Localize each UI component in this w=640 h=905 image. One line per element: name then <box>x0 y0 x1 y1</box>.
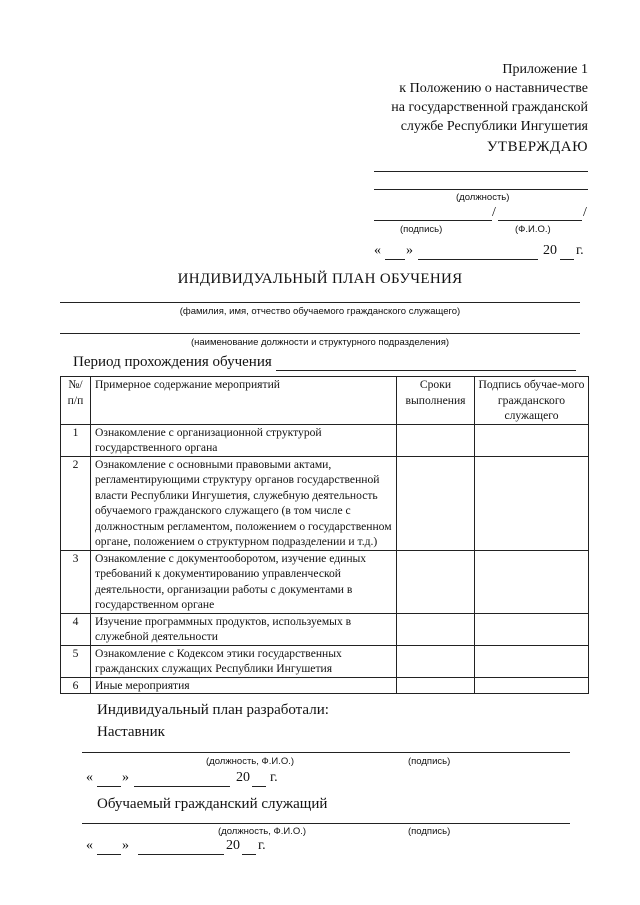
row-content: Ознакомление с основными правовыми актами, регламентирующими структуру органов государственной власти Республики Ингушетия, служебную деятельность обучаемого гражданского служащего (в том числе с должностным регламентом, положением о государственном органе, положением о структурном подразделении и т.д.) <box>91 456 397 550</box>
trainee-year-suffix: г. <box>258 838 266 853</box>
mentor-year: 20 <box>236 770 250 785</box>
row-terms <box>397 456 475 550</box>
row-terms <box>397 677 475 694</box>
approval-title: УТВЕРЖДАЮ <box>486 139 588 155</box>
trainee-label: Обучаемый гражданский служащий <box>97 796 328 812</box>
row-signature <box>475 456 589 550</box>
trainee-name-line <box>60 302 580 303</box>
header-signature: Подпись обучае-мого гражданского служащего <box>475 377 589 425</box>
position-caption: (наименование должности и структурного подразделения) <box>190 337 450 348</box>
approval-day-line <box>385 259 405 260</box>
mentor-quote-close: » <box>122 770 129 785</box>
approval-year: 20 <box>543 243 557 258</box>
mentor-month-line <box>134 786 230 787</box>
row-signature <box>475 677 589 694</box>
approval-fio-caption: (Ф.И.О.) <box>515 224 551 235</box>
row-content: Изучение программных продуктов, используемых в служебной деятельности <box>91 613 397 645</box>
row-terms <box>397 424 475 456</box>
position-line <box>60 333 580 334</box>
trainee-name-caption: (фамилия, имя, отчество обучаемого гражданского служащего) <box>179 306 461 317</box>
row-signature <box>475 645 589 677</box>
row-num: 1 <box>61 424 91 456</box>
period-line <box>276 370 576 371</box>
mentor-line <box>82 752 570 753</box>
mentor-year-line <box>252 786 266 787</box>
table-header-row <box>61 377 589 425</box>
appendix-header <box>288 60 588 136</box>
trainee-month-line <box>138 854 224 855</box>
row-signature <box>475 550 589 613</box>
approval-signature-line <box>374 220 492 221</box>
table-row <box>61 677 589 694</box>
approval-blank-line <box>374 171 588 172</box>
mentor-day-line <box>97 786 121 787</box>
plan-table <box>60 376 589 694</box>
approval-quote-open: « <box>374 243 381 258</box>
table-row <box>61 456 589 550</box>
trainee-quote-close: » <box>122 838 129 853</box>
table-row <box>61 645 589 677</box>
row-content: Ознакомление с документооборотом, изучение единых требований к документированию управленческой деятельности, организации работы с документами в государственном органе <box>91 550 397 613</box>
row-content: Ознакомление с Кодексом этики государственных гражданских служащих Республики Ингушетия <box>91 645 397 677</box>
header-content: Примерное содержание мероприятий <box>91 377 397 425</box>
row-num: 4 <box>61 613 91 645</box>
row-terms <box>397 613 475 645</box>
trainee-quote-open: « <box>86 838 93 853</box>
row-num: 3 <box>61 550 91 613</box>
appendix-line: к Положению о наставничестве <box>399 81 588 96</box>
trainee-day-line <box>97 854 121 855</box>
mentor-quote-open: « <box>86 770 93 785</box>
row-terms <box>397 645 475 677</box>
approval-position-line <box>374 189 588 190</box>
approval-position-caption: (должность) <box>456 192 510 203</box>
mentor-label: Наставник <box>97 724 165 740</box>
table-row <box>61 550 589 613</box>
row-num: 5 <box>61 645 91 677</box>
document-title: ИНДИВИДУАЛЬНЫЙ ПЛАН ОБУЧЕНИЯ <box>177 271 463 287</box>
row-signature <box>475 424 589 456</box>
trainee-line <box>82 823 570 824</box>
appendix-line: Приложение 1 <box>502 62 588 77</box>
appendix-line: на государственной гражданской <box>391 100 588 115</box>
row-content: Ознакомление с организационной структурой государственного органа <box>91 424 397 456</box>
appendix-line: службе Республики Ингушетия <box>400 119 588 134</box>
trainee-signature-caption: (подпись) <box>408 826 451 837</box>
row-signature <box>475 613 589 645</box>
trainee-position-caption: (должность, Ф.И.О.) <box>218 826 307 837</box>
row-num: 6 <box>61 677 91 694</box>
row-num: 2 <box>61 456 91 550</box>
approval-signature-caption: (подпись) <box>400 224 443 235</box>
approval-slash: / <box>583 205 587 220</box>
approval-fio-line <box>498 220 582 221</box>
approval-month-line <box>418 259 538 260</box>
header-terms: Сроки выполнения <box>397 377 475 425</box>
approval-quote-close: » <box>406 243 413 258</box>
row-content: Иные мероприятия <box>91 677 397 694</box>
period-label: Период прохождения обучения <box>73 354 272 370</box>
mentor-position-caption: (должность, Ф.И.О.) <box>206 756 295 767</box>
mentor-year-suffix: г. <box>270 770 278 785</box>
developed-label: Индивидуальный план разработали: <box>97 702 329 718</box>
table-row <box>61 424 589 456</box>
approval-year-line <box>560 259 574 260</box>
header-num: №/ п/п <box>61 377 91 425</box>
row-terms <box>397 550 475 613</box>
approval-year-suffix: г. <box>576 243 584 258</box>
trainee-year-line <box>242 854 256 855</box>
trainee-year: 20 <box>226 838 240 853</box>
mentor-signature-caption: (подпись) <box>408 756 451 767</box>
approval-slash: / <box>492 205 496 220</box>
table-row <box>61 613 589 645</box>
